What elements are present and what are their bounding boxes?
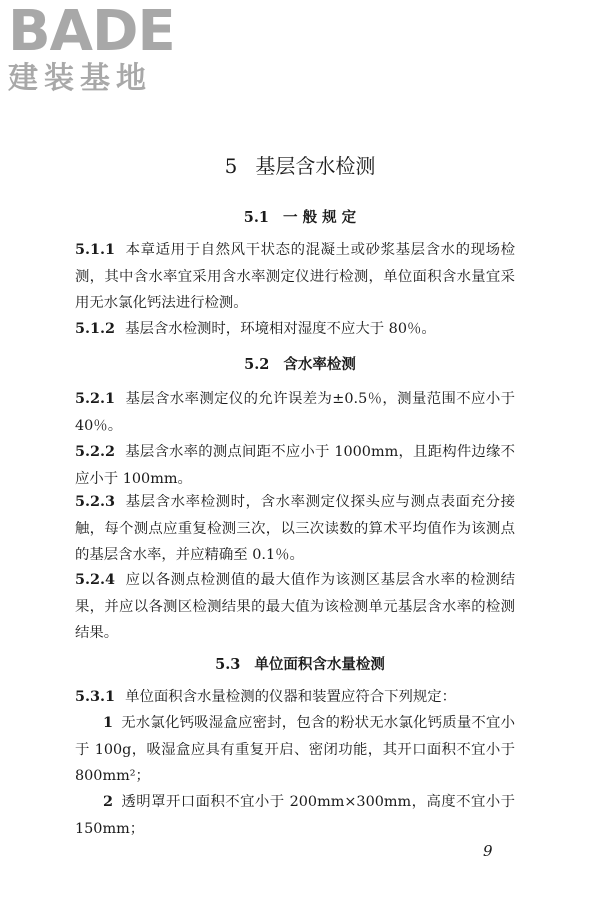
item-number: 1 [103,714,114,731]
logo-subtitle: 建装基地 [8,61,152,96]
clause-number: 5.2.1 [75,390,116,407]
clause-text: 应以各测点检测值的最大值作为该测区基层含水率的检测结果，并应以各测区检测结果的最大值为该检测单元基层含水率的检测结果。 [75,572,515,641]
section-number: 5.3 [215,656,241,673]
item-text: 透明罩开口面积不宜小于 200mm×300mm，高度不宜小于 150mm； [75,794,515,837]
clause-text: 单位面积含水量检测的仪器和装置应符合下列规定： [125,689,457,705]
section-title-5-1 [0,207,600,229]
clause-5-2-2 [75,439,515,492]
clause-5-2-4 [75,567,515,647]
clause-5-2-1 [75,386,515,439]
section-number: 5.1 [243,209,270,226]
chapter-number: 5 [224,154,238,178]
section-name: 单位面积含水量检测 [254,656,385,673]
clause-5-2-3 [75,489,515,569]
item-text: 无水氯化钙吸湿盒应密封，包含的粉状无水氯化钙质量不宜小于 100g，吸湿盒应具有重复开启、密闭功能，其开口面积不宜小于 800mm²； [75,715,515,784]
clause-5-3-1 [75,684,515,711]
clause-5-1-2 [75,316,515,343]
section-number: 5.2 [244,356,270,373]
section-title-5-3 [0,654,600,676]
clause-number: 5.2.2 [75,443,116,460]
logo-wordmark: BADE [8,0,175,64]
clause-text: 基层含水率的测点间距不应小于 1000mm，且距构件边缘不应小于 100mm。 [75,444,515,487]
section-name: 含水率检测 [283,356,356,373]
item-1 [75,710,515,790]
clause-text: 本章适用于自然风干状态的混凝土或砂浆基层含水的现场检测，其中含水率宜采用含水率测定仪进行检测，单位面积含水量宜采用无水氯化钙法进行检测。 [75,242,515,311]
item-2 [75,789,515,842]
chapter-name: 基层含水检测 [255,154,376,178]
bade-logo [8,0,175,96]
section-name: 一 般 规 定 [283,209,357,226]
page-number: 9 [483,842,493,860]
clause-number: 5.1.1 [75,241,116,258]
clause-text: 基层含水率检测时，含水率测定仪探头应与测点表面充分接触，每个测点应重复检测三次，以三次读数的算术平均值作为该测点的基层含水率，并应精确至 0.1％。 [75,494,515,563]
clause-number: 5.3.1 [75,688,116,705]
clause-text: 基层含水率测定仪的允许误差为±0.5％，测量范围不应小于 40％。 [75,391,515,434]
clause-text: 基层含水检测时，环境相对湿度不应大于 80％。 [125,321,436,337]
chapter-title [0,152,600,180]
clause-number: 5.2.3 [75,493,116,510]
clause-5-1-1 [75,237,515,317]
item-number: 2 [103,793,114,810]
section-title-5-2 [0,354,600,376]
clause-number: 5.1.2 [75,320,116,337]
clause-number: 5.2.4 [75,571,116,588]
